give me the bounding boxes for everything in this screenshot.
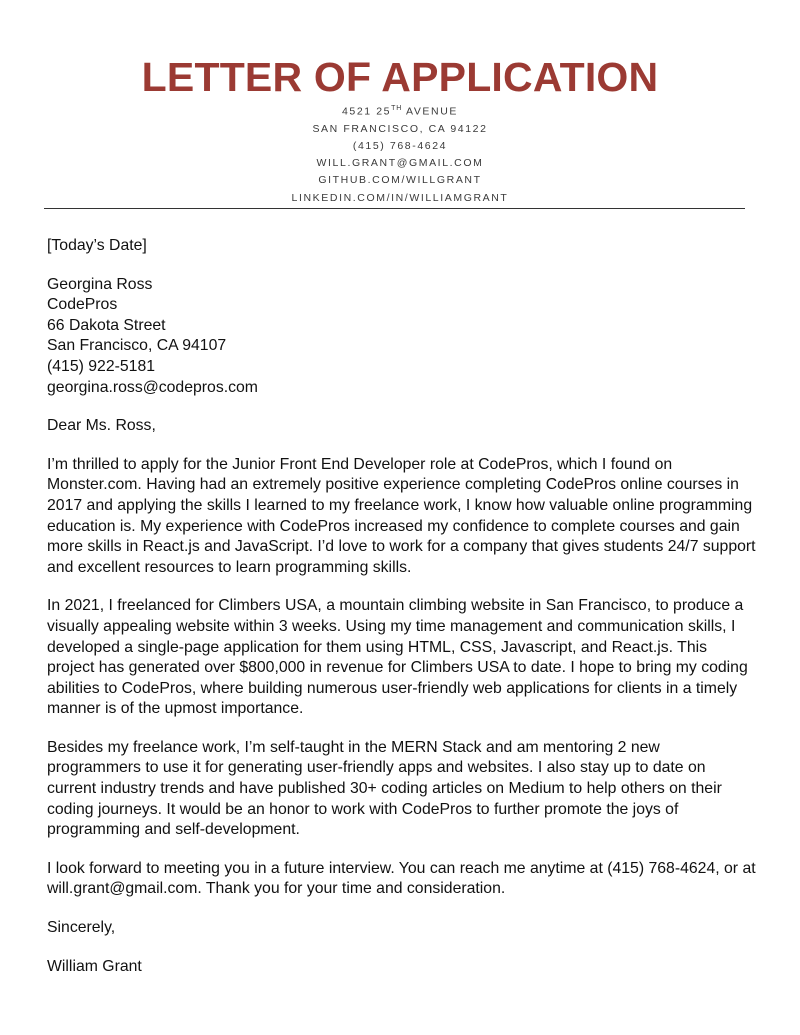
recipient-address-block (47, 275, 757, 399)
sender-street-ordinal: TH (391, 105, 403, 112)
recipient-street: 66 Dakota Street (47, 316, 166, 334)
body-paragraph: I look forward to meeting you in a future interview. You can reach me anytime at (415) 768-4624, or at will.grant@gmail.com. Thank you for your time and consideration. (47, 859, 756, 898)
sender-street-number: 4521 25 (341, 105, 392, 118)
body-paragraph: Besides my freelance work, I’m self-taught in the MERN Stack and am mentoring 2 new programmers to use it for generating user-friendly apps and websites. I also stay up to date on current industry trends and have published 30+ coding articles on Medium to help others on their coding journeys. It would be an honor to work with CodePros to further promote the joys of programming and self-development. (47, 738, 722, 839)
document-title: LETTER OF APPLICATION (141, 54, 659, 100)
sender-email: WILL.GRANT@GMAIL.COM (316, 157, 484, 170)
recipient-name: Georgina Ross (47, 275, 153, 293)
letter-body (47, 236, 757, 995)
sender-github: GITHUB.COM/WILLGRANT (318, 174, 482, 187)
header-divider (44, 208, 745, 209)
signature-name: William Grant (47, 957, 142, 975)
complimentary-closing: Sincerely, (47, 919, 116, 937)
sender-city: SAN FRANCISCO, CA 94122 (312, 122, 488, 135)
sender-contact-block (0, 100, 800, 207)
recipient-email: georgina.ross@codepros.com (47, 378, 258, 396)
salutation: Dear Ms. Ross, (47, 417, 156, 435)
body-paragraph: I’m thrilled to apply for the Junior Front End Developer role at CodePros, which I found on Monster.com. Having had an extremely positive experience completing CodePros online courses in 2017 and applying the skills I learned to my freelance work, I know how valuable online programming education is. My experience with CodePros increased my confidence to complete courses and gain more skills in React.js and JavaScript. I’d love to work for a company that gives students 24/7 support and excellent resources to learn programming skills. (47, 455, 756, 576)
body-paragraph: In 2021, I freelanced for Climbers USA, a mountain climbing website in San Francisco, to produce a visually appealing website within 3 weeks. Using my time management and communication skills, I developed a single-page application for them using HTML, CSS, Javascript, and React.js. This project has generated over $800,000 in revenue for Climbers USA to date. I hope to bring my coding abilities to CodePros, where building numerous user-friendly web applications for clients in a timely manner is of the upmost importance. (47, 597, 748, 718)
recipient-phone: (415) 922-5181 (47, 357, 156, 375)
sender-street-name: AVENUE (402, 105, 459, 118)
sender-phone: (415) 768-4624 (352, 139, 448, 152)
recipient-city: San Francisco, CA 94107 (47, 337, 227, 355)
sender-street (0, 100, 800, 121)
letter-header (0, 54, 800, 207)
letter-date: [Today’s Date] (47, 237, 147, 254)
sender-linkedin: LINKEDIN.COM/IN/WILLIAMGRANT (291, 191, 509, 204)
recipient-company: CodePros (47, 296, 118, 314)
